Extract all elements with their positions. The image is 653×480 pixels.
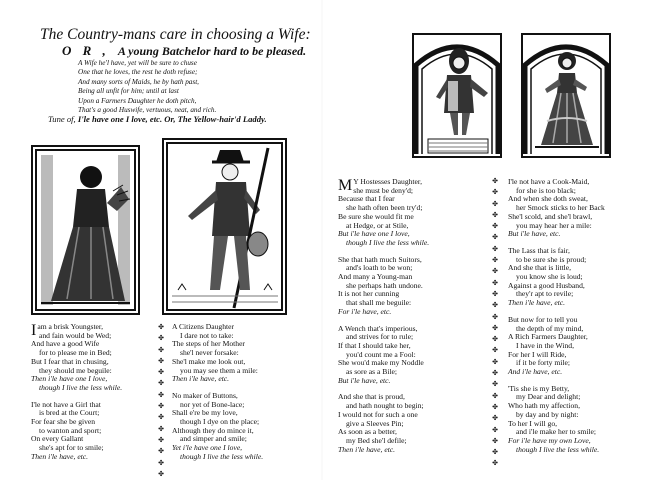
verse-line: She wou'd make my Noddle [338,358,424,368]
verse-stanza [172,392,263,462]
drop-cap: I [31,322,37,339]
verse-stanza [508,385,605,455]
verse-line: She'l scold, and she'l brawl, [508,211,593,221]
verse-line: her Smock sticks to her Back [516,203,605,213]
verse-line: It is not her cunning [338,289,400,299]
verse-line: if it be forty mile; [516,358,570,368]
verse-line: though I live the less while. [180,451,264,461]
or-word: O R , [62,43,110,58]
intro-line: Upon a Farmers Daughter he doth pitch, [78,96,197,105]
verse-line: and hath nought to begin; [346,401,424,411]
tune-prefix: Tune of, [48,114,76,124]
verse-line: to wanton and sport; [39,425,102,435]
intro-line: Being all unfit for him; until at last [78,87,179,96]
verse-line: I'le not have a Girl that [31,399,101,409]
countryman-figure-icon [164,140,285,313]
verse-line: and simper and smile; [180,434,247,444]
verse-line: for she is too black; [516,185,576,195]
verse-stanza [31,323,122,393]
verse-line: give a Sleeves Pin; [346,418,404,428]
tune-line [48,114,267,124]
verse-line: Then i'le have one I love, [31,374,108,384]
verse-line: at Hedge, or at Stile, [346,220,409,230]
woodcut-lady [521,33,611,158]
intro-line: A Wife he'l have, yet will be sure to chuse [78,59,197,67]
verse-line: But i'le have, etc. [508,229,561,239]
verse-line: Then i'le have, etc. [338,444,396,454]
verse-line: and i'le make her to smile; [516,427,597,437]
verse-line: she perhaps hath undone. [346,280,423,290]
verse-line: as sore as a Bile; [346,367,398,377]
verse-line: my Dear and delight; [516,392,581,402]
verse-line: The steps of her Mother [172,339,245,349]
verse-line: A Citizens Daughter [172,322,235,331]
verse-line: For fear she be given [31,417,96,427]
verse-line: And have a good Wife [31,339,100,349]
verse-line: 'Tis she is my Betty, [508,383,570,393]
verse-line: to be sure she is proud; [516,254,587,264]
verse-line: Because that I fear [338,194,395,204]
verse-line: though I live the less while. [39,382,123,392]
verse-line: Shall e're be my love, [172,408,238,418]
ballad-subtitle [62,43,306,59]
intro-line: One that he loves, the rest he doth refuse; [78,68,198,77]
verse-line: And she that is little, [508,263,572,273]
verse-line: my Bed she'l defile; [346,435,407,445]
verse-stanza [338,393,429,454]
verse-line: she must be deny'd; [353,185,414,195]
verse-line: nor yet of Bone-lace; [180,399,245,409]
verse-line: And many a Young-man [338,272,413,282]
verse-stanza [508,178,605,239]
verse-stanza [338,256,429,317]
ornament-divider: ✤ ✤ ✤ ✤ ✤ ✤ ✤ ✤ ✤ ✤ ✤ ✤ ✤ ✤ [158,323,164,478]
gentleman-figure-icon [414,35,500,156]
intro-line: And many sorts of Maids, he by hath past, [78,77,199,86]
drop-cap: M [338,177,353,194]
verse-line: you'd count me a Fool: [346,349,416,359]
verse-line: Be sure she would fit me [338,211,414,221]
verse-line: Yet i'le have one I love, [172,443,243,453]
verse-line: I'le not have a Cook-Maid, [508,177,590,186]
verse-line: Y Hostesses Daughter, [353,177,423,186]
verse-line: she hath often been try'd; [346,203,423,213]
verse-line: But I fear that in chusing, [31,356,109,366]
verse-line: that shall me beguile: [346,298,412,308]
verse-line: As soon as a better, [338,427,397,437]
verse-line: by day and by night: [516,409,579,419]
verse-stanza [508,247,605,308]
verse-line: A Wench that's imperious, [338,323,418,333]
verse-line: and's loath to be won; [346,263,413,273]
verse-line: Although they do mince it, [172,425,254,435]
verse-line: And she that is proud, [338,392,405,402]
verse-line: Then i'le have, etc. [172,374,230,384]
verse-line: For i'le have, etc. [338,306,392,316]
verse-line: For her I will Ride, [508,349,567,359]
page-gutter [321,0,323,480]
verse-line: She that hath much Suitors, [338,254,422,264]
ornament-divider: ✤ ✤ ✤ ✤ ✤ ✤ ✤ ✤ ✤ ✤ ✤ ✤ ✤ ✤ ✤ ✤ ✤ ✤ ✤ ✤ ✤ ✤ ✤ ✤ ✤ ✤ [492,177,498,468]
lady-figure-icon [523,35,609,156]
verse-line: they should me beguile: [39,365,112,375]
verse-line: Who hath my affection, [508,401,580,411]
intro-line: That's a good Huswife, vertuous, neat, and rich. [78,106,217,115]
verse-line: But i'le have, etc. [338,375,391,385]
verse-line: though I live the less while. [516,444,600,454]
verse-line: you may hear her a mile: [516,220,592,230]
verse-line: is bred at the Court; [39,408,100,418]
verse-stanza [508,316,605,377]
verse-line: and strives for to rule; [346,332,414,342]
verse-line: But now for to tell you [508,314,578,324]
woodcut-countryman [162,138,287,315]
verse-line: On every Gallant [31,434,84,444]
verse-line: am a brisk Youngster, [37,322,104,331]
verse-column-2 [172,323,263,462]
woodcut-woman-fan [31,145,140,315]
woodcut-gentleman [412,33,502,158]
verse-line: the depth of my mind, [516,323,584,333]
verse-column-1 [31,323,122,462]
verse-line: though I dye on the place; [180,417,260,427]
ballad-title: The Country-mans care in choosing a Wife: [40,26,311,43]
verse-column-4 [508,178,605,454]
verse-line: for to please me in Bed; [39,348,112,358]
verse-line: you know she is loud; [516,272,583,282]
verse-line: If that I should take her, [338,340,411,350]
woman-fan-figure-icon [33,147,138,313]
verse-line: But i'le have one I love, [338,229,410,239]
intro-verse [78,59,216,115]
verse-line: Then i'le have, etc. [31,451,89,461]
verse-stanza [31,401,122,462]
verse-line: she'l never forsake: [180,348,239,358]
verse-line: And i'le have, etc. [508,367,563,377]
verse-line: And when she doth sweat, [508,194,588,204]
verse-stanza [338,325,429,386]
verse-line: I would not for such a one [338,409,418,419]
verse-line: A Rich Farmers Daughter, [508,332,588,342]
tune-text: I'le have one I love, etc. Or, The Yellow-hair'd Laddy. [77,114,267,124]
verse-stanza [338,178,429,248]
subtitle-text: A young Batchelor hard to be pleased. [117,44,307,58]
verse-line: and fain would be Wed; [39,330,112,340]
verse-stanza [172,323,263,384]
verse-line: though I live the less while. [346,237,430,247]
verse-line: I have in the Wind, [516,340,574,350]
verse-line: To her I will go, [508,418,558,428]
verse-line: Then i'le have, etc. [508,298,566,308]
verse-line: you may see them a mile: [180,365,258,375]
verse-line: The Lass that is fair, [508,245,570,255]
verse-line: For i'le have my own Love, [508,435,591,445]
verse-line: I dare not to take: [180,330,234,340]
verse-line: she's apt for to smile; [39,443,104,453]
verse-line: She'l make me look out, [172,356,246,366]
verse-column-3 [338,178,429,454]
verse-line: they'r apt to revile; [516,289,574,299]
verse-line: No maker of Buttons, [172,390,238,400]
verse-line: Against a good Husband, [508,280,585,290]
